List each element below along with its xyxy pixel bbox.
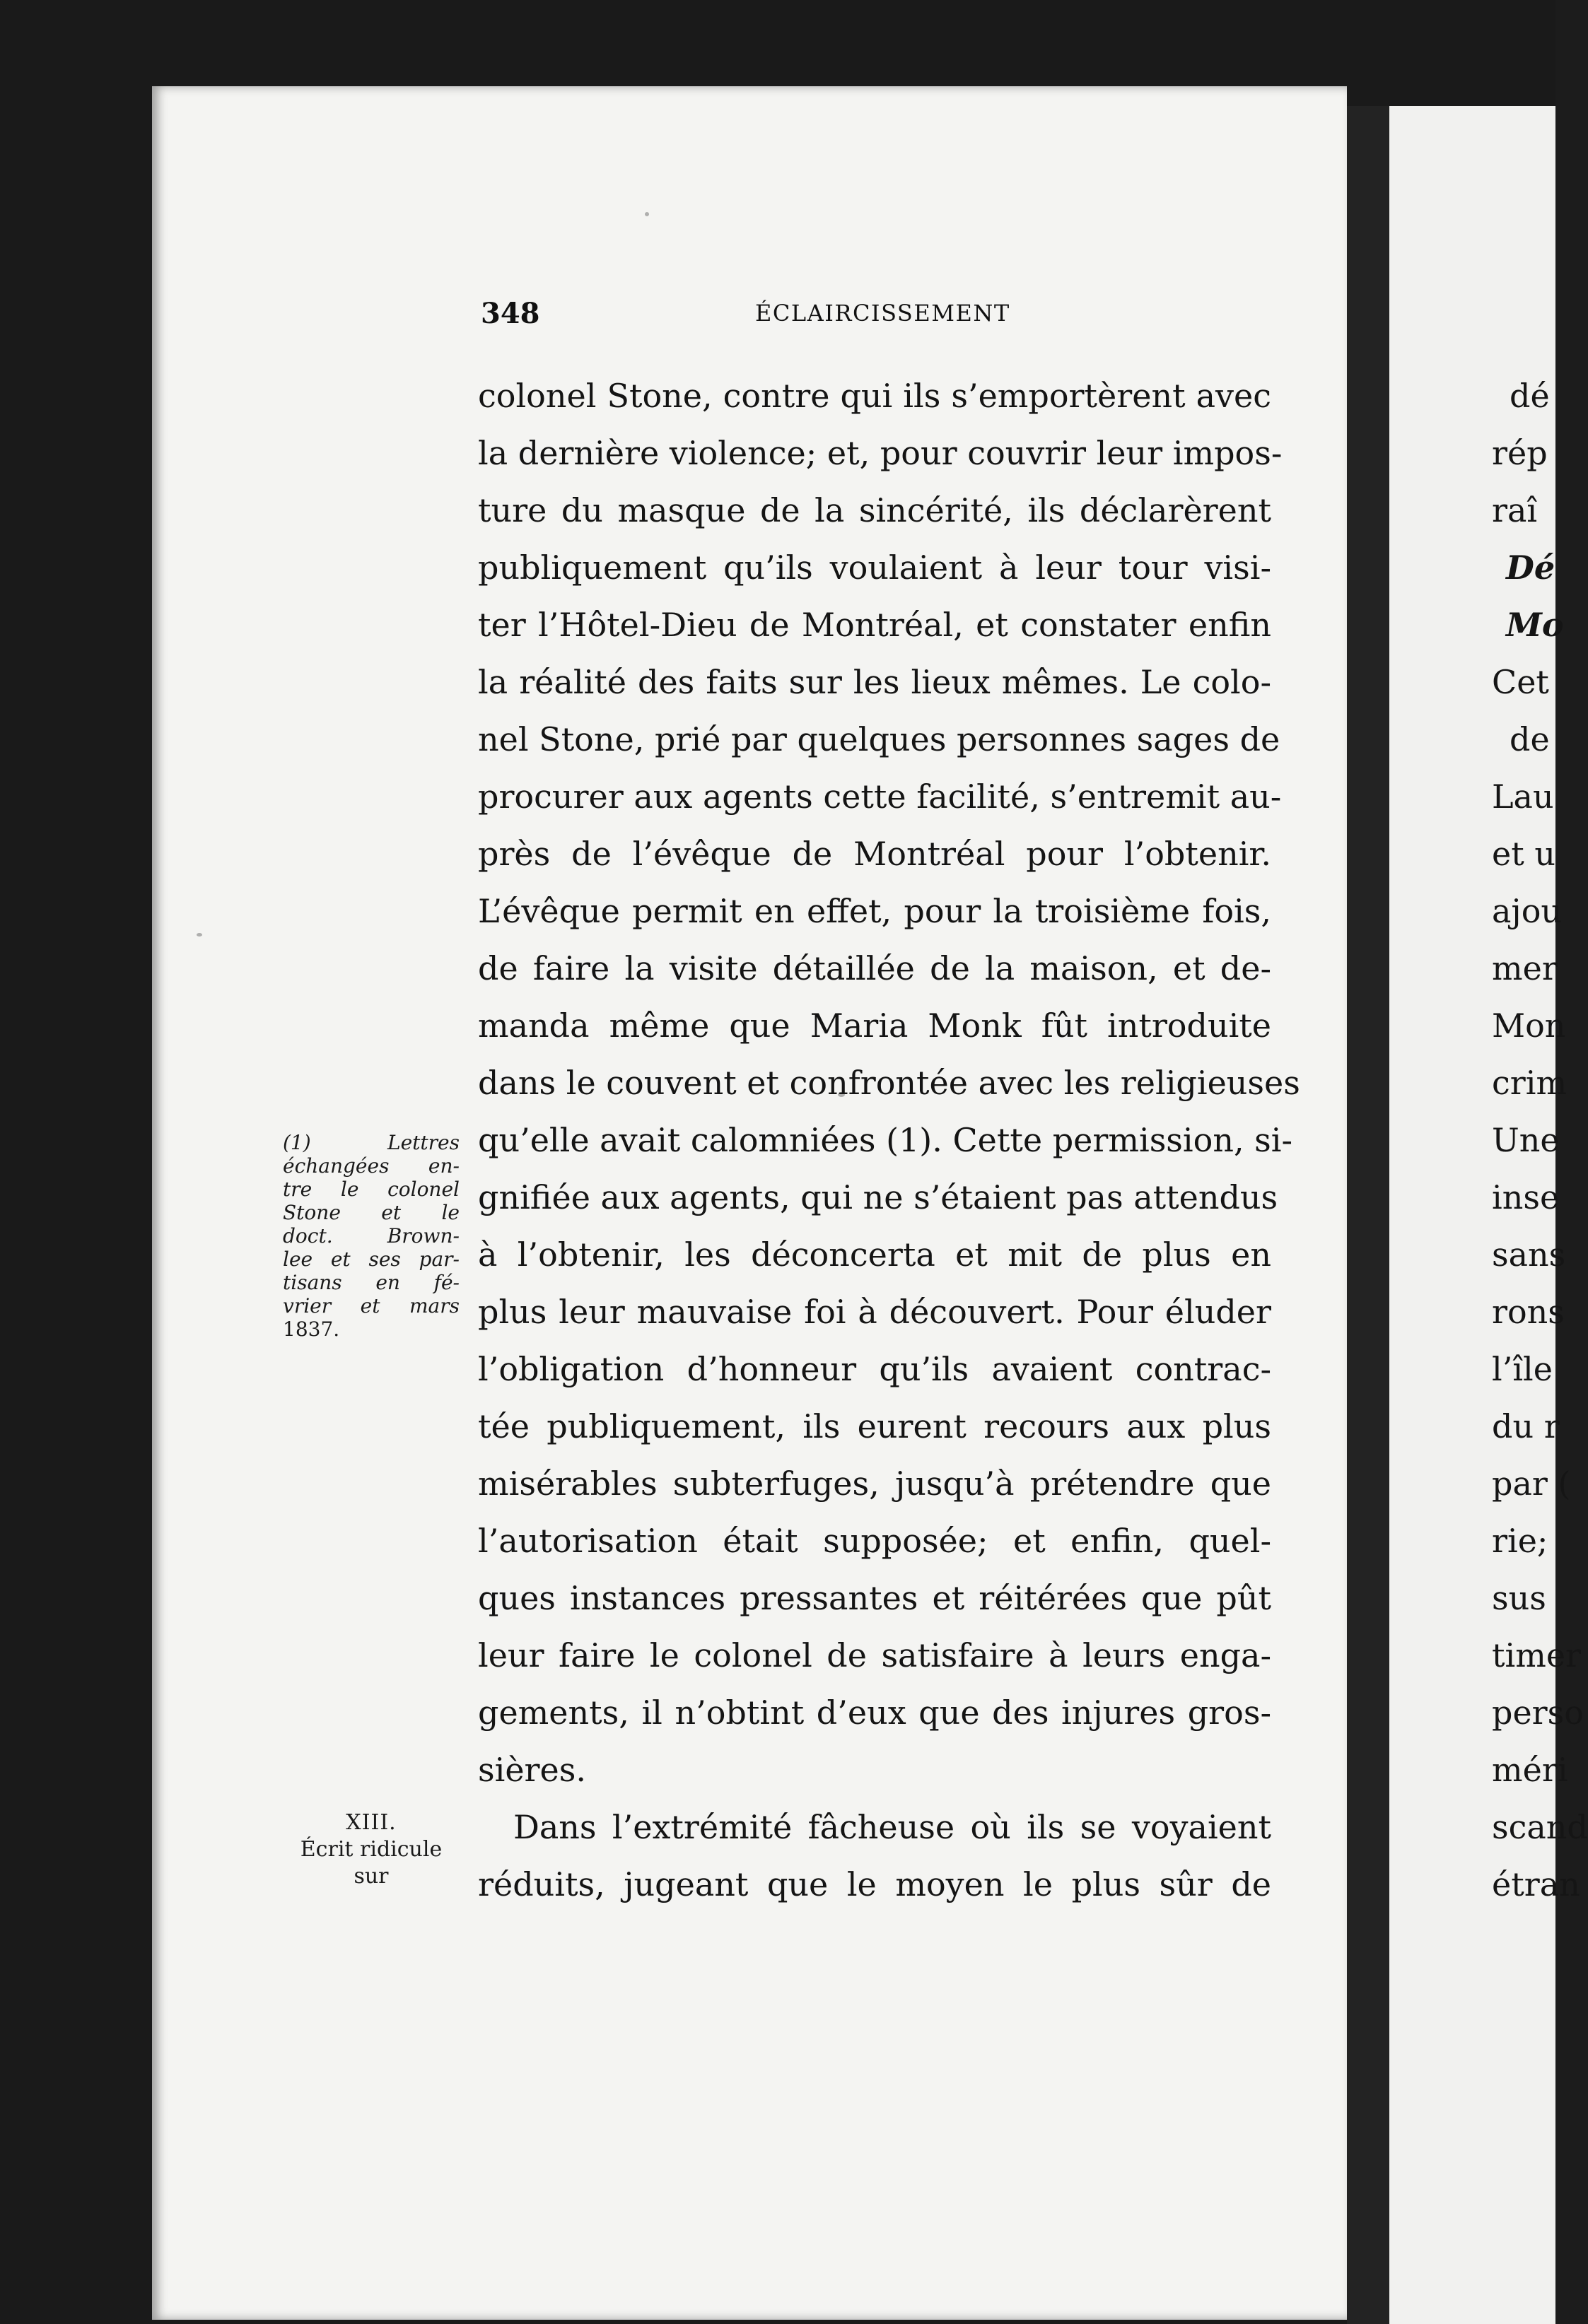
text-line: gnifiée aux agents, qui ne s’étaient pas attendus (478, 1178, 1278, 1216)
text-line: près de l’évêque de Montréal pour l’obtenir. (478, 835, 1271, 873)
fragment-line: crim (1492, 1064, 1567, 1102)
text-line: gements, il n’obtint d’eux que des injures gros- (478, 1694, 1271, 1732)
fragment-line: dé (1510, 377, 1550, 415)
fragment-line: perso (1492, 1694, 1584, 1732)
fragment-line: Lau (1492, 777, 1554, 816)
right-page-clip (1389, 106, 1588, 2324)
fragment-line: Dé (1506, 548, 1555, 587)
fragment-line: étran (1492, 1865, 1580, 1903)
footnote-line: tisans en fé- (283, 1271, 460, 1294)
footnote-line: (1) Lettres (283, 1131, 460, 1154)
fragment-line: raî (1492, 491, 1538, 529)
section-title-line: sur (354, 1864, 389, 1889)
fragment-line: et u (1492, 835, 1555, 873)
text-line: tée publiquement, ils eurent recours aux plus (478, 1407, 1271, 1445)
text-line: de faire la visite détaillée de la maison, et de- (478, 949, 1271, 987)
margin-section-heading (279, 1809, 463, 1890)
fragment-line: sus (1492, 1579, 1546, 1617)
text-line: Dans l’extrémité fâcheuse où ils se voyaient (513, 1808, 1271, 1846)
fragment-line: par ( (1492, 1465, 1571, 1503)
fragment-line: sans (1492, 1236, 1566, 1274)
fragment-line: ajou (1492, 892, 1563, 930)
footnote-line: tre le colonel (283, 1178, 460, 1201)
fragment-line: l’île (1492, 1350, 1553, 1388)
text-line: ter l’Hôtel-Dieu de Montréal, et constater enfin (478, 606, 1271, 644)
footnote-line: vrier et mars (283, 1294, 460, 1317)
text-line: manda même que Maria Monk fût introduite (478, 1007, 1271, 1045)
fragment-line: Une (1492, 1121, 1560, 1159)
fragment-line: Cet (1492, 663, 1549, 701)
text-line: qu’elle avait calomniées (1). Cette permission, si- (478, 1121, 1293, 1159)
text-line: la réalité des faits sur les lieux mêmes. Le colo- (478, 663, 1271, 701)
text-line: l’autorisation était supposée; et enfin, quel- (478, 1522, 1271, 1560)
footnote-line: doct. Brown- (283, 1224, 460, 1248)
fragment-line: rie; (1492, 1522, 1548, 1560)
text-line: procurer aux agents cette facilité, s’entremit au- (478, 777, 1282, 816)
text-line: misérables subterfuges, jusqu’à prétendre que (478, 1465, 1271, 1503)
text-line: l’obligation d’honneur qu’ils avaient contrac- (478, 1350, 1271, 1388)
fragment-line: mer (1492, 949, 1558, 987)
right-page-text (1492, 368, 1588, 1913)
fragment-line: méri (1492, 1751, 1568, 1789)
body-text (478, 368, 1300, 1913)
footnote-line: 1837. (283, 1317, 340, 1341)
text-line: ture du masque de la sincérité, ils déclarèrent (478, 491, 1271, 529)
text-line: nel Stone, prié par quelques personnes sages de (478, 720, 1280, 758)
running-head: ÉCLAIRCISSEMENT (755, 300, 1010, 327)
fragment-line: timer (1492, 1636, 1582, 1674)
fragment-line: Mon (1492, 1007, 1566, 1045)
page-header (481, 297, 1273, 339)
text-line: ques instances pressantes et réitérées que pût (478, 1579, 1271, 1617)
text-line: publiquement qu’ils voulaient à leur tour visi- (478, 548, 1271, 587)
scan-speck (197, 933, 202, 937)
text-line: dans le couvent et confrontée avec les religieuses (478, 1064, 1300, 1102)
margin-footnote (283, 1131, 460, 1341)
fragment-line: rons (1492, 1293, 1565, 1331)
text-line: L’évêque permit en effet, pour la troisième fois, (478, 892, 1271, 930)
section-title-line: Écrit ridicule (300, 1837, 443, 1862)
fragment-line: scand (1492, 1808, 1588, 1846)
footnote-line: Stone et le (283, 1201, 460, 1224)
text-line: à l’obtenir, les déconcerta et mit de plus en (478, 1236, 1271, 1274)
scan-speck (645, 212, 649, 216)
text-line: colonel Stone, contre qui ils s’emportèrent avec (478, 377, 1271, 415)
fragment-line: Mo (1506, 606, 1564, 644)
fragment-line: rép (1492, 434, 1548, 472)
text-line: plus leur mauvaise foi à découvert. Pour éluder (478, 1293, 1271, 1331)
text-line: réduits, jugeant que le moyen le plus sûr de (478, 1865, 1271, 1903)
fragment-line: inse (1492, 1178, 1560, 1216)
footnote-line: lee et ses par- (283, 1248, 460, 1271)
footnote-line: échangées en- (283, 1154, 460, 1178)
book-gutter (1347, 106, 1389, 2324)
text-line: leur faire le colonel de satisfaire à leurs enga- (478, 1636, 1271, 1674)
section-number: XIII. (346, 1810, 397, 1835)
page-number: 348 (481, 297, 540, 330)
text-line: la dernière violence; et, pour couvrir leur impos- (478, 434, 1283, 472)
fragment-line: du r (1492, 1407, 1560, 1445)
text-line: sières. (478, 1751, 586, 1789)
fragment-line: de (1510, 720, 1550, 758)
